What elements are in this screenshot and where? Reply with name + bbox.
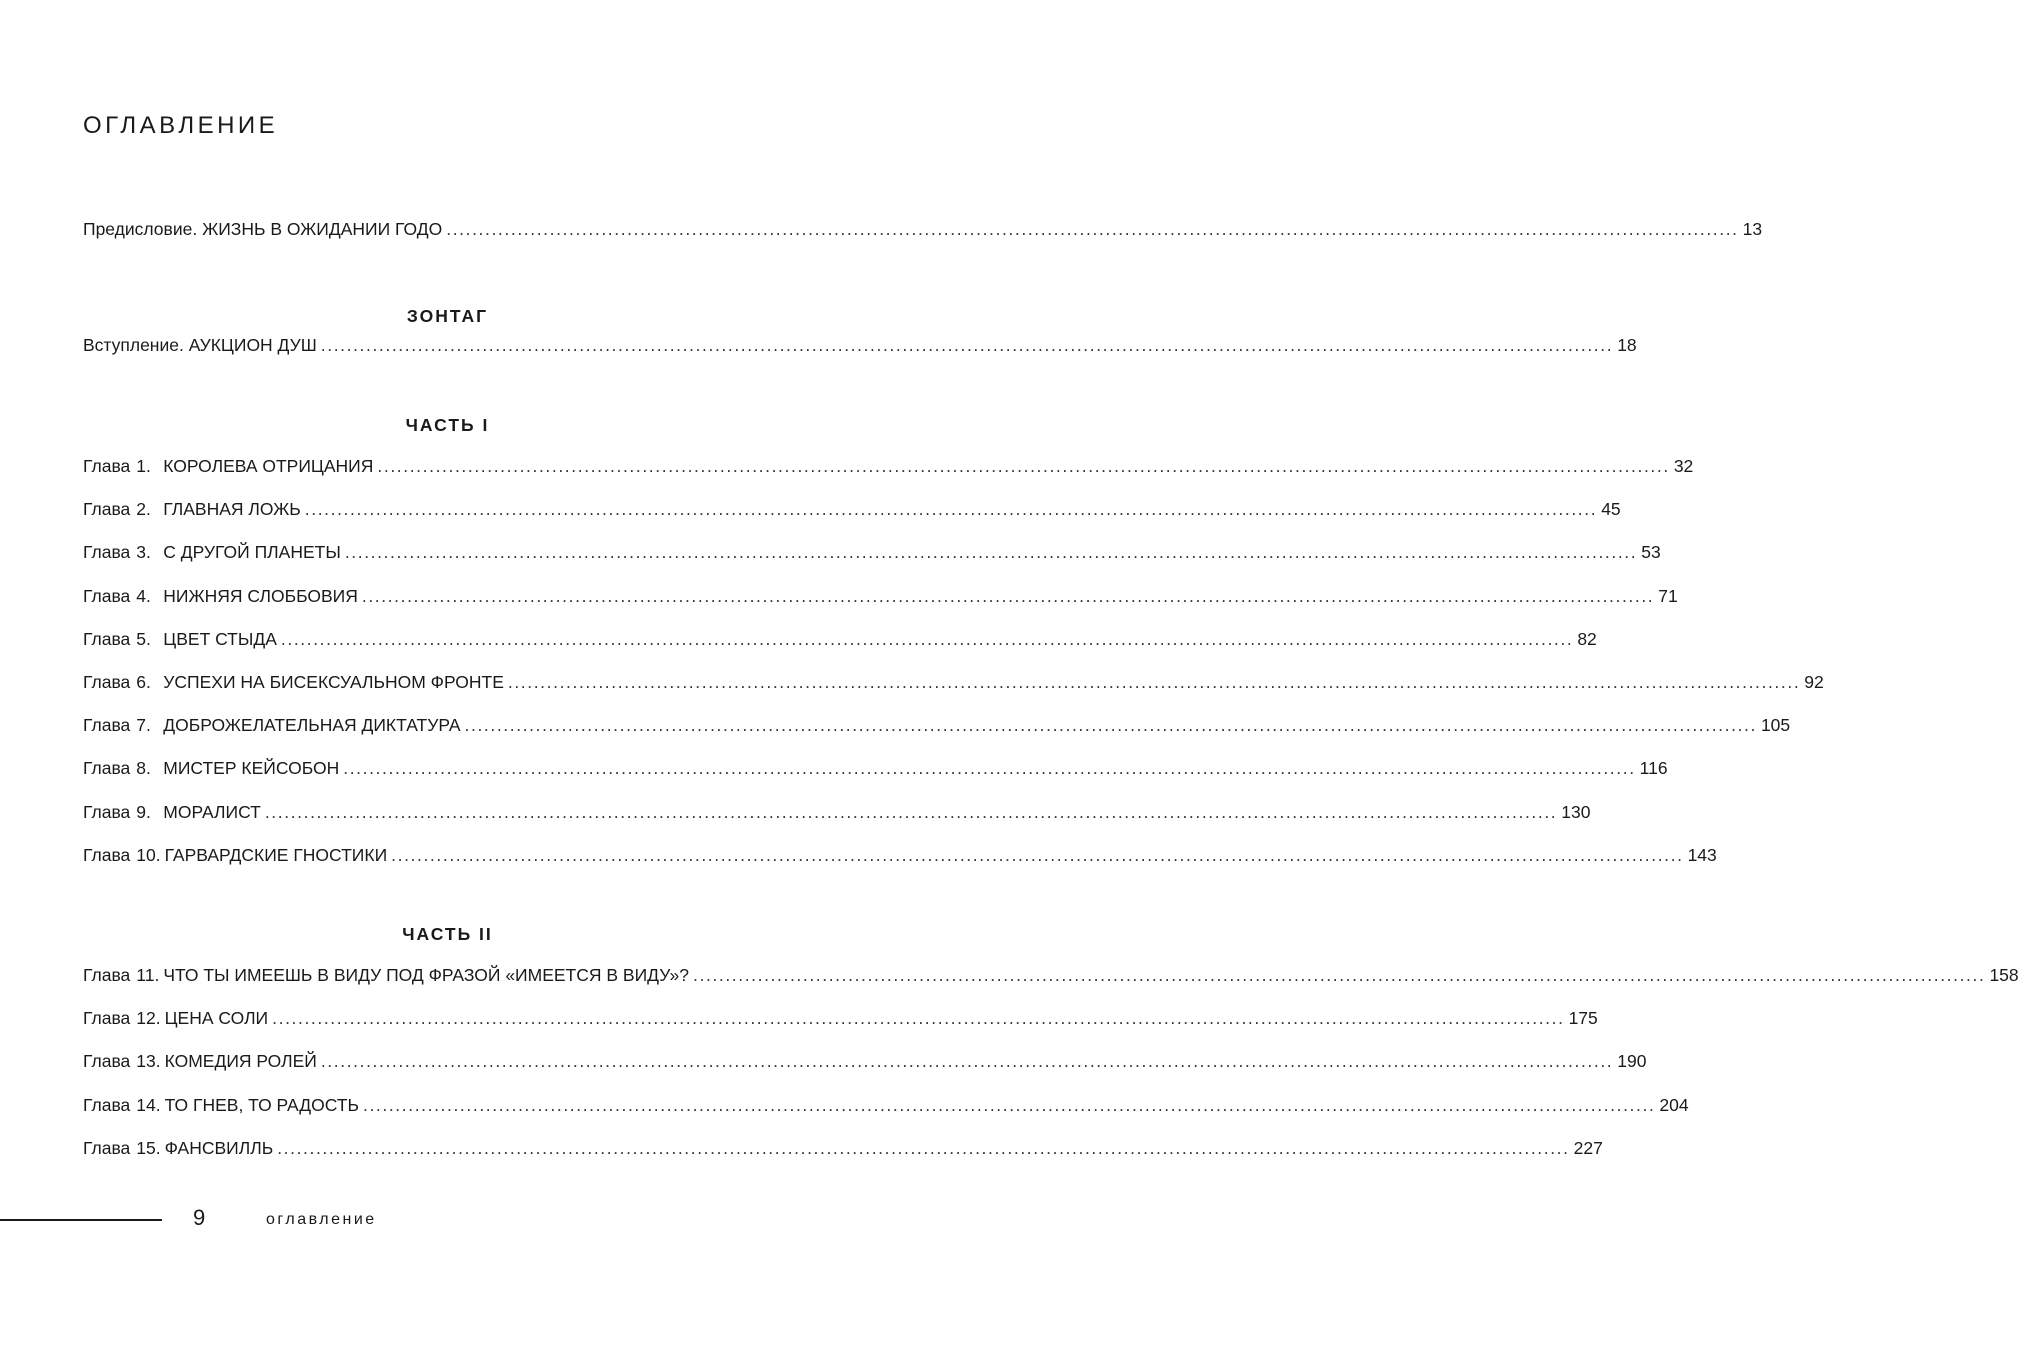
toc-entry-label (83, 586, 362, 607)
toc-entry-page: 143 (1687, 844, 1717, 865)
chapter-number: 11. (136, 965, 160, 985)
toc-entry-page: 116 (1639, 758, 1668, 779)
toc-entry-page: 190 (1617, 1051, 1647, 1072)
chapter-prefix: Глава (83, 715, 131, 736)
leader-dots: ........................................................................................................................................................................................................ (446, 219, 1739, 239)
chapter-number: 8. (136, 758, 151, 779)
footer-page-number: 9 (193, 1205, 206, 1230)
leader-dots: ........................................................................................................................................................................................................ (320, 335, 1614, 355)
chapter-prefix: Глава (83, 1137, 131, 1158)
footer-rule (0, 1219, 162, 1221)
toc-entry-label (83, 672, 508, 693)
leader-dots: ........................................................................................................................................................................................................ (304, 499, 1598, 520)
chapter-prefix: Глава (83, 672, 131, 692)
toc-entry-page: 32 (1673, 456, 1694, 476)
leader-dots: ........................................................................................................................................................................................................ (264, 801, 1558, 822)
chapter-title: МИСТЕР КЕЙСОБОН (163, 758, 340, 779)
chapter-title: ГАРВАРДСКИЕ ГНОСТИКИ (164, 844, 388, 865)
leader-dots: ........................................................................................................................................................................................................ (277, 1137, 1570, 1158)
chapter-title: КОРОЛЕВА ОТРИЦАНИЯ (163, 456, 374, 476)
toc-entry-label (83, 1095, 363, 1116)
section-heading-part-1: ЧАСТЬ I (405, 415, 490, 435)
chapter-number: 13. (136, 1051, 161, 1072)
toc-entry-page: 92 (1804, 672, 1824, 692)
toc-entry-page: 45 (1601, 499, 1621, 520)
toc-entry-page: 18 (1617, 335, 1637, 355)
chapter-title: УСПЕХИ НА БИСЕКСУАЛЬНОМ ФРОНТЕ (163, 672, 504, 692)
chapter-number: 5. (136, 628, 151, 649)
toc-chapter-entry[interactable] (83, 628, 1597, 655)
chapter-prefix: Глава (83, 456, 131, 476)
leader-dots: ........................................................................................................................................................................................................ (343, 758, 1636, 779)
chapter-title: С ДРУГОЙ ПЛАНЕТЫ (163, 542, 341, 563)
toc-chapter-entry[interactable] (83, 1137, 1603, 1164)
leader-dots: ........................................................................................................................................................................................................ (280, 628, 1574, 649)
toc-entry-page: 227 (1573, 1137, 1603, 1158)
leader-dots: ........................................................................................................................................................................................................ (320, 1051, 1614, 1072)
toc-entry-intro[interactable] (83, 335, 1637, 361)
toc-entry-page: 130 (1561, 801, 1591, 822)
chapter-title: ГЛАВНАЯ ЛОЖЬ (163, 499, 301, 520)
toc-entry-label (83, 965, 693, 986)
leader-dots: ........................................................................................................................................................................................................ (363, 1094, 1656, 1115)
chapter-number: 3. (136, 542, 151, 563)
chapter-number: 4. (136, 585, 151, 606)
toc-chapter-entry[interactable] (83, 542, 1661, 568)
toc-chapter-entry[interactable] (83, 801, 1591, 828)
page-title: ОГЛАВЛЕНИЕ (83, 112, 279, 139)
leader-dots: ........................................................................................................................................................................................................ (377, 456, 1670, 476)
leader-dots: ........................................................................................................................................................................................................ (361, 585, 1655, 606)
toc-chapter-entry[interactable] (83, 672, 1824, 698)
toc-entry-label (83, 1051, 321, 1072)
leader-dots: ........................................................................................................................................................................................................ (464, 715, 1757, 736)
toc-entry-label (83, 1008, 272, 1029)
toc-chapter-entry[interactable] (83, 1051, 1647, 1077)
chapter-prefix: Глава (83, 628, 131, 649)
toc-entry-label (83, 456, 377, 477)
leader-dots: ........................................................................................................................................................................................................ (272, 1008, 1565, 1029)
toc-entry-page: 175 (1568, 1008, 1598, 1029)
toc-entry-label (83, 715, 465, 736)
chapter-prefix: Глава (83, 965, 131, 985)
toc-chapter-entry[interactable] (83, 844, 1717, 871)
chapter-title: ЦВЕТ СТЫДА (163, 628, 277, 649)
chapter-prefix: Глава (83, 1051, 131, 1072)
chapter-number: 15. (136, 1137, 161, 1158)
toc-entry-label: Предисловие. ЖИЗНЬ В ОЖИДАНИИ ГОДО (83, 219, 443, 239)
leader-dots: ........................................................................................................................................................................................................ (693, 965, 1986, 985)
toc-entry-label (83, 1138, 277, 1159)
toc-chapter-entry[interactable] (83, 1008, 1598, 1034)
chapter-number: 12. (136, 1008, 161, 1029)
toc-entry-page: 82 (1577, 628, 1597, 649)
section-heading-umbrella: ЗОНТАГ (406, 306, 489, 326)
toc-entry-page: 13 (1742, 219, 1763, 239)
chapter-title: ТО ГНЕВ, ТО РАДОСТЬ (164, 1094, 359, 1115)
chapter-prefix: Глава (83, 1008, 131, 1029)
chapter-prefix: Глава (83, 844, 131, 865)
leader-dots: ........................................................................................................................................................................................................ (507, 672, 1801, 692)
chapter-prefix: Глава (83, 801, 131, 822)
toc-entry-page: 53 (1641, 542, 1661, 563)
chapter-number: 14. (136, 1094, 161, 1115)
chapter-title: НИЖНЯЯ СЛОББОВИЯ (163, 585, 358, 606)
toc-entry-label (83, 802, 265, 823)
chapter-prefix: Глава (83, 758, 131, 779)
chapter-number: 1. (136, 456, 151, 476)
chapter-title: МОРАЛИСТ (163, 801, 261, 822)
toc-entry-page: 204 (1659, 1094, 1689, 1115)
chapter-prefix: Глава (83, 499, 131, 520)
toc-chapter-entry[interactable] (83, 965, 2019, 991)
chapter-prefix: Глава (83, 1094, 131, 1115)
toc-entry-label (83, 845, 391, 866)
chapter-number: 6. (136, 672, 151, 692)
section-heading-part-2: ЧАСТЬ II (402, 924, 493, 944)
toc-chapter-entry[interactable] (83, 456, 1694, 482)
toc-entry-page: 105 (1760, 715, 1791, 736)
footer-running-title: оглавление (266, 1211, 377, 1228)
chapter-number: 7. (136, 715, 151, 736)
chapter-title: ДОБРОЖЕЛАТЕЛЬНАЯ ДИКТАТУРА (163, 715, 461, 736)
chapter-title: ФАНСВИЛЛЬ (164, 1137, 274, 1158)
chapter-number: 2. (136, 499, 151, 520)
chapter-title: ЧТО ТЫ ИМЕЕШЬ В ВИДУ ПОД ФРАЗОЙ «ИМЕЕТСЯ В ВИДУ»? (163, 965, 690, 985)
toc-chapter-entry[interactable] (83, 585, 1678, 612)
chapter-prefix: Глава (83, 585, 131, 606)
chapter-number: 10. (136, 844, 161, 865)
toc-entry-label (83, 758, 343, 779)
chapter-number: 9. (136, 801, 151, 822)
toc-entry-label (83, 542, 345, 563)
leader-dots: ........................................................................................................................................................................................................ (391, 844, 1684, 865)
toc-entry-preface[interactable] (83, 219, 1763, 245)
toc-chapter-entry[interactable] (83, 499, 1621, 525)
toc-entry-label (83, 499, 305, 520)
toc-chapter-entry[interactable] (83, 715, 1791, 741)
leader-dots: ........................................................................................................................................................................................................ (344, 542, 1638, 563)
chapter-title: КОМЕДИЯ РОЛЕЙ (164, 1051, 317, 1072)
chapter-title: ЦЕНА СОЛИ (164, 1008, 269, 1029)
toc-entry-page: 158 (1989, 965, 2019, 985)
toc-entry-label: Вступление. АУКЦИОН ДУШ (83, 335, 317, 355)
toc-entry-label (83, 629, 281, 650)
chapter-prefix: Глава (83, 542, 131, 563)
toc-entry-page: 71 (1658, 585, 1678, 606)
toc-chapter-entry[interactable] (83, 758, 1668, 784)
toc-chapter-entry[interactable] (83, 1094, 1689, 1121)
